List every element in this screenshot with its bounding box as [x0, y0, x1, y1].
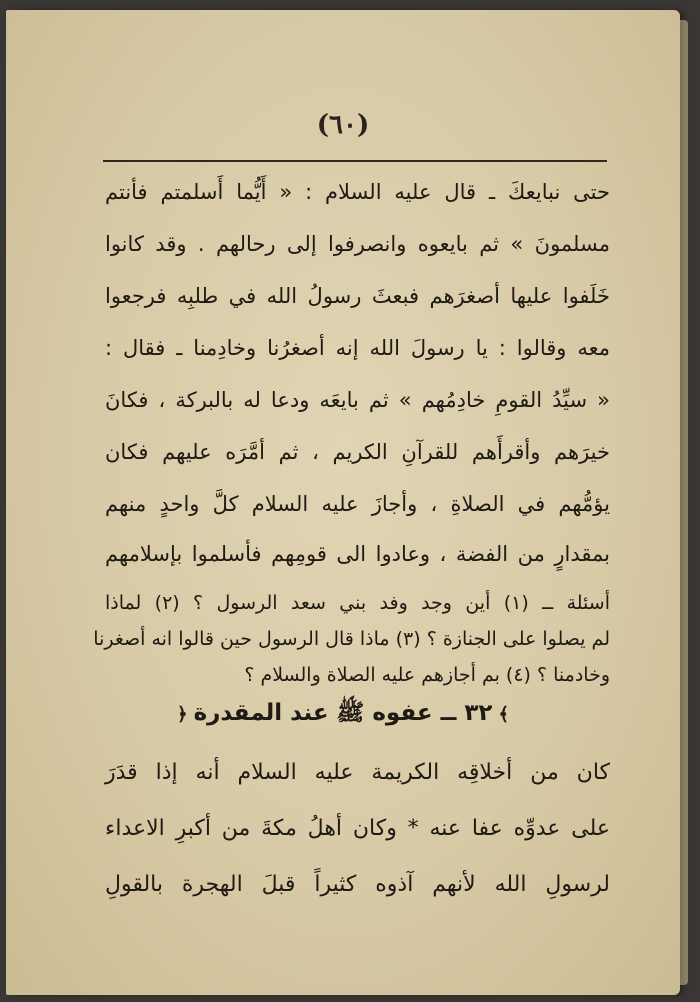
question-line: أسئلة ــ (١) أين وجد وفد بني سعد الرسول ؟ (٢) لماذا	[105, 592, 610, 614]
text-line: معه وقالوا : يا رسولَ الله إنه أصغرُنا وخادِمنا ـ فقال :	[105, 336, 610, 360]
heading-ornament-left: ﴿	[177, 704, 188, 725]
question-line: لم يصلوا على الجنازة ؟ (٣) ماذا قال الرسول حين قالوا انه أصغرنا	[93, 628, 610, 650]
section-heading	[6, 698, 680, 732]
text-line: « سيِّدُ القومِ خادِمُهم » ثم بايعَه ودعا له بالبركة ، فكانَ	[105, 388, 610, 412]
text-line: حتى نبايعكَ ـ قال عليه السلام : « أَيُّما أَسلمتم فأنتم	[105, 180, 610, 204]
text-line: يؤمُّهم في الصلاةِ ، وأجازَ عليه السلام كلَّ واحدٍ منهم	[105, 492, 610, 516]
heading-text: ٣٢ ــ عفوه ﷺ عند المقدرة	[193, 700, 493, 726]
text-line: مسلمونَ » ثم بايعوه وانصرفوا إلى رحالهم . وقد كانوا	[105, 232, 610, 256]
heading-ornament-right: ﴾	[498, 704, 509, 725]
text-line: لرسولِ الله لأنهم آذوه كثيراً قبلَ الهجرة بالقولِ	[105, 872, 610, 897]
text-line: خَلَفوا عليها أصغرَهم فبعثَ رسولُ الله في طلبِه فرجعوا	[105, 284, 610, 308]
question-line: وخادمنا ؟ (٤) بم أجازهم عليه الصلاة والسلام ؟	[244, 664, 610, 686]
text-line: على عدوِّه عفا عنه * وكان أهلُ مكةَ من أكبرِ الاعداء	[105, 816, 610, 841]
text-line: كان من أخلاقِه الكريمة عليه السلام أنه إذا قدَرَ	[105, 760, 610, 785]
text-line: بمقدارٍ من الفضة ، وعادوا الى قومِهم فأسلموا بإسلامهم	[105, 542, 610, 566]
header-rule	[103, 160, 607, 162]
text-line: خيرَهم وأقرأَهم للقرآنِ الكريم ، ثم أمَّرَه عليهم فكان	[105, 440, 610, 464]
book-page	[6, 10, 680, 995]
page-number: (٦٠)	[316, 110, 370, 140]
